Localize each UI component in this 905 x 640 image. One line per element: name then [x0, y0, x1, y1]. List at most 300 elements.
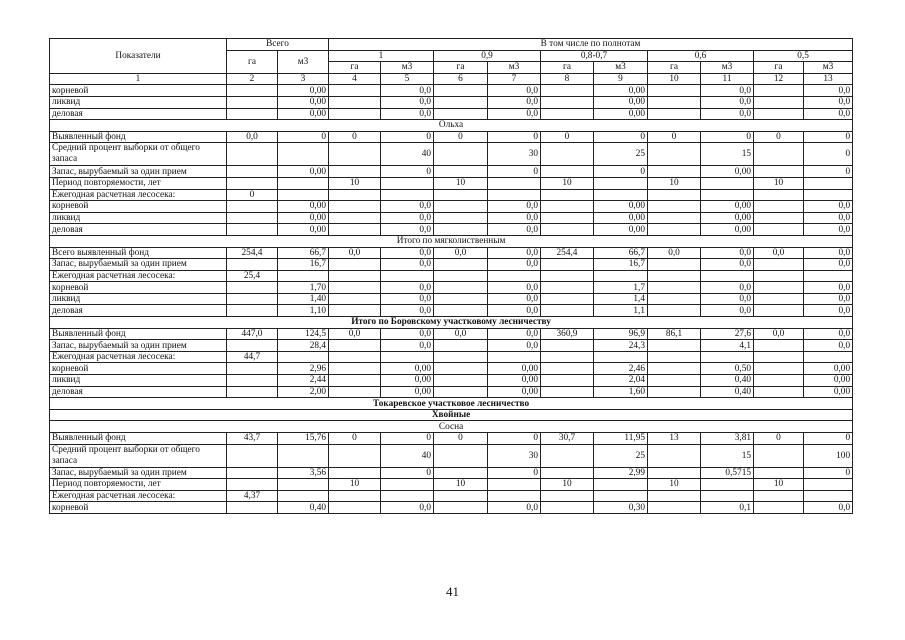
table-cell	[648, 212, 701, 224]
table-cell	[434, 363, 488, 375]
table-cell: 0,00	[701, 224, 754, 236]
table-cell	[648, 444, 701, 467]
table-cell: 0,00	[381, 375, 434, 387]
row-label: деловая	[50, 224, 227, 236]
section-heading: Итого по Боровскому участковому лесничеству	[50, 317, 853, 329]
table-cell: 0,0	[488, 108, 541, 120]
table-cell	[227, 96, 278, 108]
column-number: 7	[488, 73, 541, 85]
table-cell: 0,00	[701, 166, 754, 178]
table-cell: 0,0	[381, 201, 434, 213]
table-cell: 0,50	[701, 363, 754, 375]
table-cell: 0,00	[278, 224, 329, 236]
table-cell	[594, 189, 648, 201]
table-cell	[434, 305, 488, 317]
table-cell: 16,7	[594, 259, 648, 271]
table-cell	[434, 270, 488, 282]
table-cell: 0,0	[804, 201, 853, 213]
table-cell	[227, 305, 278, 317]
table-cell: 0	[754, 433, 804, 445]
table-cell	[541, 282, 594, 294]
table-cell: 10	[648, 177, 701, 189]
table-cell	[754, 189, 804, 201]
header-unit-m3: м3	[701, 62, 754, 74]
table-cell	[594, 351, 648, 363]
table-cell	[434, 351, 488, 363]
table-cell	[701, 490, 754, 502]
table-cell: 0,0	[701, 96, 754, 108]
table-cell	[648, 143, 701, 166]
table-cell: 0,0	[329, 247, 381, 259]
column-number: 10	[648, 73, 701, 85]
table-cell: 2,99	[594, 467, 648, 479]
table-cell	[754, 166, 804, 178]
table-row	[50, 305, 853, 317]
table-cell	[541, 224, 594, 236]
table-cell: 0	[329, 131, 381, 143]
table-cell	[754, 270, 804, 282]
table-cell	[594, 490, 648, 502]
table-row	[50, 143, 853, 166]
table-cell	[754, 351, 804, 363]
table-cell: 0	[381, 467, 434, 479]
table-cell	[227, 502, 278, 514]
table-cell	[648, 305, 701, 317]
table-cell: 0,0	[804, 224, 853, 236]
table-cell	[278, 189, 329, 201]
table-cell: 30	[488, 143, 541, 166]
table-cell: 0,0	[754, 247, 804, 259]
table-cell	[541, 201, 594, 213]
header-unit-m3: м3	[594, 62, 648, 74]
row-label: ликвид	[50, 212, 227, 224]
table-cell: 0,00	[594, 108, 648, 120]
table-cell	[381, 479, 434, 491]
table-cell	[434, 340, 488, 352]
table-cell	[754, 386, 804, 398]
table-cell	[329, 293, 381, 305]
table-cell	[329, 444, 381, 467]
header-total-m3: м3	[278, 50, 329, 73]
table-row	[50, 224, 853, 236]
table-cell	[648, 259, 701, 271]
row-label: Средний процент выборки от общего запаса	[50, 143, 227, 166]
table-row	[50, 96, 853, 108]
table-cell: 3,56	[278, 467, 329, 479]
header-total: Всего	[227, 39, 329, 51]
table-cell: 0,00	[278, 166, 329, 178]
table-cell: 1,40	[278, 293, 329, 305]
table-cell	[227, 479, 278, 491]
table-cell	[278, 177, 329, 189]
table-cell: 0	[381, 131, 434, 143]
table-cell: 0,30	[594, 502, 648, 514]
table-cell: 0,0	[701, 247, 754, 259]
table-cell	[434, 467, 488, 479]
column-number: 8	[541, 73, 594, 85]
forest-fund-table	[49, 38, 853, 514]
row-label: корневой	[50, 85, 227, 97]
row-label: Выявленный фонд	[50, 328, 227, 340]
table-cell	[648, 108, 701, 120]
table-cell: 66,7	[278, 247, 329, 259]
table-cell: 0,0	[701, 282, 754, 294]
table-cell	[329, 282, 381, 294]
column-number: 1	[50, 73, 227, 85]
table-cell: 0,00	[804, 375, 853, 387]
table-cell	[227, 444, 278, 467]
table-cell	[541, 363, 594, 375]
table-cell	[754, 340, 804, 352]
table-cell: 1,10	[278, 305, 329, 317]
table-cell	[227, 108, 278, 120]
table-cell: 0,0	[701, 293, 754, 305]
table-cell: 40	[381, 143, 434, 166]
section-heading-row	[50, 120, 853, 132]
table-cell: 2,96	[278, 363, 329, 375]
table-cell	[434, 375, 488, 387]
table-cell	[329, 363, 381, 375]
row-label: ликвид	[50, 293, 227, 305]
section-heading-row	[50, 421, 853, 433]
table-cell	[227, 375, 278, 387]
table-cell: 10	[434, 479, 488, 491]
table-cell: 0,0	[488, 305, 541, 317]
table-cell	[701, 479, 754, 491]
table-cell	[434, 143, 488, 166]
table-cell: 0,0	[754, 328, 804, 340]
table-cell: 0,0	[488, 201, 541, 213]
table-cell	[541, 166, 594, 178]
row-label: Запас, вырубаемый за один прием	[50, 340, 227, 352]
table-cell	[541, 351, 594, 363]
table-cell: 0,0	[804, 108, 853, 120]
table-cell: 0	[278, 131, 329, 143]
table-cell	[701, 189, 754, 201]
table-cell: 447,0	[227, 328, 278, 340]
table-cell	[754, 293, 804, 305]
table-cell: 0,0	[381, 247, 434, 259]
table-cell: 0	[594, 131, 648, 143]
table-cell: 1,1	[594, 305, 648, 317]
table-cell	[754, 85, 804, 97]
table-cell	[804, 270, 853, 282]
table-row	[50, 270, 853, 282]
table-cell: 0,00	[278, 212, 329, 224]
table-cell: 0,00	[701, 212, 754, 224]
table-cell	[541, 189, 594, 201]
table-cell: 10	[648, 479, 701, 491]
table-cell: 2,04	[594, 375, 648, 387]
table-row	[50, 502, 853, 514]
table-row	[50, 177, 853, 189]
section-heading: Токаревское участковое лесничество	[50, 398, 853, 410]
table-cell	[754, 212, 804, 224]
table-cell	[329, 351, 381, 363]
table-cell: 0	[488, 433, 541, 445]
table-cell: 360,9	[541, 328, 594, 340]
table-cell: 44,7	[227, 351, 278, 363]
table-cell: 0,00	[594, 212, 648, 224]
table-cell	[648, 270, 701, 282]
table-cell: 0,00	[594, 96, 648, 108]
table-cell: 2,00	[278, 386, 329, 398]
section-heading-row	[50, 317, 853, 329]
table-cell	[754, 467, 804, 479]
table-cell	[227, 212, 278, 224]
row-label: Ежегодная расчетная лесосека:	[50, 189, 227, 201]
table-cell: 0,0	[701, 85, 754, 97]
table-cell	[227, 282, 278, 294]
table-cell	[701, 177, 754, 189]
table-cell	[329, 270, 381, 282]
table-row	[50, 375, 853, 387]
table-cell	[227, 166, 278, 178]
column-number-row	[50, 73, 853, 85]
row-label: корневой	[50, 282, 227, 294]
table-cell: 0	[804, 143, 853, 166]
table-cell	[434, 189, 488, 201]
table-cell: 0,0	[329, 328, 381, 340]
table-cell	[434, 85, 488, 97]
table-cell: 28,4	[278, 340, 329, 352]
table-row	[50, 328, 853, 340]
table-cell: 0,00	[381, 363, 434, 375]
row-label: корневой	[50, 502, 227, 514]
table-cell	[754, 224, 804, 236]
table-cell	[754, 444, 804, 467]
table-cell: 15,76	[278, 433, 329, 445]
table-cell: 0	[804, 131, 853, 143]
table-cell: 66,7	[594, 247, 648, 259]
table-cell: 30,7	[541, 433, 594, 445]
header-density-0-5: 0,5	[754, 50, 853, 62]
table-cell: 0,0	[701, 108, 754, 120]
table-cell	[541, 96, 594, 108]
header-indicators: Показатели	[50, 39, 227, 74]
table-cell	[329, 108, 381, 120]
row-label: деловая	[50, 108, 227, 120]
header-unit-ha: га	[434, 62, 488, 74]
table-cell	[434, 490, 488, 502]
table-cell: 24,3	[594, 340, 648, 352]
table-cell: 0,00	[381, 386, 434, 398]
table-cell: 10	[329, 479, 381, 491]
section-heading-row	[50, 398, 853, 410]
table-cell	[594, 479, 648, 491]
table-cell	[227, 363, 278, 375]
table-cell	[754, 502, 804, 514]
table-cell: 0,00	[701, 201, 754, 213]
table-cell	[381, 351, 434, 363]
table-cell	[754, 363, 804, 375]
table-cell	[804, 490, 853, 502]
table-cell	[701, 270, 754, 282]
page-number: 41	[446, 584, 459, 599]
table-cell: 0	[701, 131, 754, 143]
table-cell	[488, 177, 541, 189]
row-label: корневой	[50, 201, 227, 213]
section-heading: Сосна	[50, 421, 853, 433]
table-cell: 0,40	[278, 502, 329, 514]
table-cell	[227, 224, 278, 236]
table-cell: 40	[381, 444, 434, 467]
table-cell	[329, 212, 381, 224]
table-cell: 0	[541, 131, 594, 143]
table-cell	[541, 340, 594, 352]
table-row	[50, 131, 853, 143]
table-cell: 0,00	[488, 363, 541, 375]
table-cell: 0,0	[434, 328, 488, 340]
table-cell	[754, 143, 804, 166]
table-cell	[329, 305, 381, 317]
table-cell: 10	[541, 177, 594, 189]
table-cell	[434, 96, 488, 108]
table-row	[50, 201, 853, 213]
table-cell: 0,0	[804, 96, 853, 108]
table-cell	[488, 490, 541, 502]
table-cell	[648, 189, 701, 201]
table-cell	[278, 143, 329, 166]
table-cell	[648, 282, 701, 294]
row-label: Запас, вырубаемый за один прием	[50, 166, 227, 178]
table-cell	[227, 467, 278, 479]
table-cell: 0,0	[488, 224, 541, 236]
table-cell: 0,0	[381, 282, 434, 294]
header-unit-ha: га	[329, 62, 381, 74]
table-cell	[381, 189, 434, 201]
table-row	[50, 212, 853, 224]
table-cell: 0,00	[278, 96, 329, 108]
table-cell	[541, 143, 594, 166]
table-cell: 10	[541, 479, 594, 491]
header-row-1	[50, 39, 853, 51]
table-cell: 0	[804, 467, 853, 479]
header-unit-m3: м3	[488, 62, 541, 74]
table-cell: 13	[648, 433, 701, 445]
table-cell	[434, 212, 488, 224]
table-cell: 0	[754, 131, 804, 143]
header-density-0-8-0-7: 0,8-0,7	[541, 50, 648, 62]
header-unit-ha: га	[754, 62, 804, 74]
table-cell	[434, 224, 488, 236]
table-row	[50, 479, 853, 491]
table-row	[50, 363, 853, 375]
table-cell: 0,00	[488, 375, 541, 387]
table-cell: 0,00	[804, 363, 853, 375]
table-cell: 124,5	[278, 328, 329, 340]
table-cell: 27,6	[701, 328, 754, 340]
table-cell	[434, 444, 488, 467]
table-cell: 0,0	[381, 502, 434, 514]
table-row	[50, 108, 853, 120]
table-cell: 0	[488, 166, 541, 178]
table-cell	[329, 224, 381, 236]
table-cell: 0	[594, 166, 648, 178]
table-cell: 25	[594, 143, 648, 166]
table-cell: 4,37	[227, 490, 278, 502]
table-cell: 43,7	[227, 433, 278, 445]
table-cell: 0,0	[381, 85, 434, 97]
table-row	[50, 166, 853, 178]
table-cell	[434, 282, 488, 294]
table-cell: 0,0	[488, 282, 541, 294]
table-cell	[278, 270, 329, 282]
table-cell: 0	[488, 467, 541, 479]
column-number: 4	[329, 73, 381, 85]
table-cell: 0,0	[488, 85, 541, 97]
table-cell: 0,0	[804, 282, 853, 294]
table-cell	[434, 293, 488, 305]
header-by-density: В том числе по полнотам	[329, 39, 853, 51]
table-cell: 0,5715	[701, 467, 754, 479]
table-cell	[381, 177, 434, 189]
table-cell: 254,4	[227, 247, 278, 259]
table-cell: 1,7	[594, 282, 648, 294]
table-cell: 4,1	[701, 340, 754, 352]
table-cell	[754, 490, 804, 502]
column-number: 13	[804, 73, 853, 85]
table-cell	[541, 467, 594, 479]
table-row	[50, 293, 853, 305]
table-cell: 0,0	[804, 340, 853, 352]
table-cell	[804, 479, 853, 491]
table-cell	[541, 375, 594, 387]
table-cell	[488, 189, 541, 201]
table-cell	[754, 201, 804, 213]
row-label: Выявленный фонд	[50, 131, 227, 143]
table-cell	[648, 490, 701, 502]
table-cell	[227, 340, 278, 352]
table-cell	[329, 85, 381, 97]
table-cell	[488, 270, 541, 282]
table-cell: 0,0	[381, 305, 434, 317]
row-label: Запас, вырубаемый за один прием	[50, 259, 227, 271]
table-cell	[648, 363, 701, 375]
table-cell: 10	[329, 177, 381, 189]
table-cell: 0	[804, 166, 853, 178]
column-number: 2	[227, 73, 278, 85]
table-cell: 0,00	[594, 85, 648, 97]
table-cell: 2,46	[594, 363, 648, 375]
row-label: Выявленный фонд	[50, 433, 227, 445]
row-label: Всего выявленный фонд	[50, 247, 227, 259]
table-cell: 0,00	[804, 386, 853, 398]
header-density-0-9: 0,9	[434, 50, 541, 62]
table-cell	[329, 375, 381, 387]
table-cell: 0	[381, 433, 434, 445]
table-cell	[329, 166, 381, 178]
table-cell	[329, 143, 381, 166]
table-cell	[754, 305, 804, 317]
table-cell	[434, 259, 488, 271]
table-cell: 0	[227, 189, 278, 201]
table-cell	[227, 85, 278, 97]
table-cell: 0,0	[488, 502, 541, 514]
table-cell: 0,0	[488, 259, 541, 271]
table-cell: 0,0	[804, 259, 853, 271]
column-number: 12	[754, 73, 804, 85]
row-label: ликвид	[50, 375, 227, 387]
row-label: ликвид	[50, 96, 227, 108]
table-cell	[488, 351, 541, 363]
table-cell	[381, 270, 434, 282]
table-row	[50, 189, 853, 201]
table-cell	[754, 282, 804, 294]
table-cell: 11,95	[594, 433, 648, 445]
table-cell: 100	[804, 444, 853, 467]
table-cell: 0	[434, 433, 488, 445]
